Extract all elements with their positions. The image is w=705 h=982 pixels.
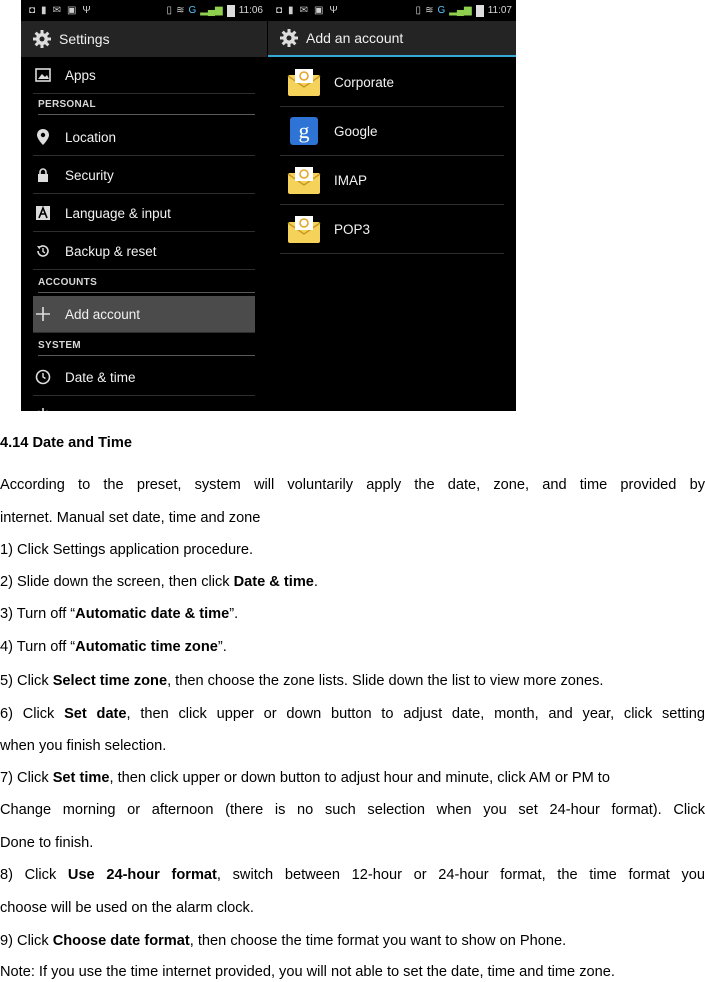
step-8-line-2: choose will be used on the alarm clock. <box>0 900 254 916</box>
signal-g-icon: G <box>437 5 446 16</box>
step-6-line-2: when you finish selection. <box>0 738 167 754</box>
settings-item-add-account[interactable] <box>33 296 255 333</box>
settings-item-backup-reset[interactable] <box>33 233 255 270</box>
step-7: 7) Click Set time, then click upper or down button to adjust hour and minute, click AM or PM to <box>0 770 610 786</box>
section-header-system: SYSTEM <box>38 340 255 356</box>
screenshot-pair <box>21 0 516 411</box>
settings-item-label: Add account <box>65 306 141 322</box>
account-type-list <box>268 57 516 411</box>
step-1: 1) Click Settings application procedure. <box>0 542 254 558</box>
wifi-icon: ≋ <box>425 5 434 16</box>
account-type-label: IMAP <box>334 172 368 188</box>
account-type-label: POP3 <box>334 221 371 237</box>
add-account-action-bar <box>268 21 516 57</box>
section-header-personal: PERSONAL <box>38 99 255 115</box>
step-7-line-2: Change morning or afternoon (there is no such selection when you set 24-hour format). Click <box>0 802 705 818</box>
settings-item-label: Date & time <box>65 369 136 385</box>
step-5: 5) Click Select time zone, then choose the zone lists. Slide down the list to view more zones. <box>0 673 604 689</box>
settings-item-date-time[interactable] <box>33 359 255 396</box>
notification-icons: ◘ ▮ ✉ ▣ Ψ <box>29 5 91 16</box>
settings-item-security[interactable] <box>33 157 255 194</box>
plus-icon <box>33 304 53 324</box>
status-bar <box>21 0 267 21</box>
settings-title: Settings <box>59 31 110 47</box>
settings-item-apps[interactable] <box>33 57 255 94</box>
restore-icon <box>33 241 53 261</box>
vibrate-icon: ▯ <box>166 5 173 16</box>
email-envelope-icon <box>286 211 322 247</box>
vibrate-icon: ▯ <box>415 5 422 16</box>
settings-item-partial[interactable] <box>33 397 255 411</box>
step-6: 6) Click Set date, then click upper or down button to adjust date, month, and year, click setting <box>0 706 705 722</box>
clock-icon <box>33 367 53 387</box>
google-icon <box>286 113 322 149</box>
add-account-screen <box>268 0 516 411</box>
add-account-title: Add an account <box>306 30 404 46</box>
intro-line-2: internet. Manual set date, time and zone <box>0 510 261 526</box>
battery-icon <box>476 5 484 17</box>
status-indicators <box>416 5 516 17</box>
settings-item-label: Apps <box>65 67 96 83</box>
notification-icons: ◘ ▮ ✉ ▣ Ψ <box>276 5 338 16</box>
status-bar <box>268 0 516 21</box>
settings-action-bar <box>21 21 267 57</box>
status-time: 11:06 <box>238 5 263 16</box>
settings-item-location[interactable] <box>33 119 255 156</box>
step-9: 9) Click Choose date format, then choose the time format you want to show on Phone. <box>0 933 567 949</box>
settings-item-label: Location <box>65 129 117 145</box>
settings-item-label: Backup & reset <box>65 243 157 259</box>
step-4: 4) Turn off “Automatic time zone”. <box>0 639 227 655</box>
settings-screen <box>21 0 267 411</box>
wifi-icon: ≋ <box>176 5 185 16</box>
note: Note: If you use the time internet provided, you will not able to set the date, time and time zone. <box>0 964 615 980</box>
step-2: 2) Slide down the screen, then click Date & time. <box>0 574 318 590</box>
settings-item-language-input[interactable] <box>33 195 255 232</box>
apps-icon <box>33 65 53 85</box>
keyboard-a-icon <box>33 203 53 223</box>
account-type-imap[interactable] <box>280 156 504 205</box>
signal-bars-icon: ▂▄▆ <box>449 5 472 16</box>
account-type-pop3[interactable] <box>280 205 504 254</box>
step-3: 3) Turn off “Automatic date & time”. <box>0 606 239 622</box>
intro-line-1: According to the preset, system will voluntarily apply the date, zone, and time provided by <box>0 477 705 493</box>
location-pin-icon <box>33 127 53 147</box>
account-type-label: Google <box>334 123 378 139</box>
account-type-label: Corporate <box>334 74 395 90</box>
signal-g-icon: G <box>188 5 197 16</box>
signal-bars-icon: ▂▄▆ <box>200 5 223 16</box>
section-header-accounts: ACCOUNTS <box>38 277 255 293</box>
step-8: 8) Click Use 24-hour format, switch between 12-hour or 24-hour format, the time format you <box>0 867 705 883</box>
settings-list <box>21 57 267 411</box>
settings-item-label: Language & input <box>65 205 171 221</box>
settings-gear-icon[interactable] <box>278 27 300 49</box>
section-heading: 4.14 Date and Time <box>0 435 132 451</box>
status-indicators <box>167 5 267 17</box>
status-time: 11:07 <box>487 5 512 16</box>
battery-icon <box>227 5 235 17</box>
svg-text:g: g <box>298 118 310 143</box>
power-icon <box>33 405 53 411</box>
account-type-google[interactable] <box>280 107 504 156</box>
settings-gear-icon[interactable] <box>31 28 53 50</box>
email-envelope-icon <box>286 64 322 100</box>
settings-item-label: Security <box>65 167 114 183</box>
email-envelope-icon <box>286 162 322 198</box>
lock-icon <box>33 165 53 185</box>
account-type-corporate[interactable] <box>280 58 504 107</box>
step-7-line-3: Done to finish. <box>0 835 94 851</box>
